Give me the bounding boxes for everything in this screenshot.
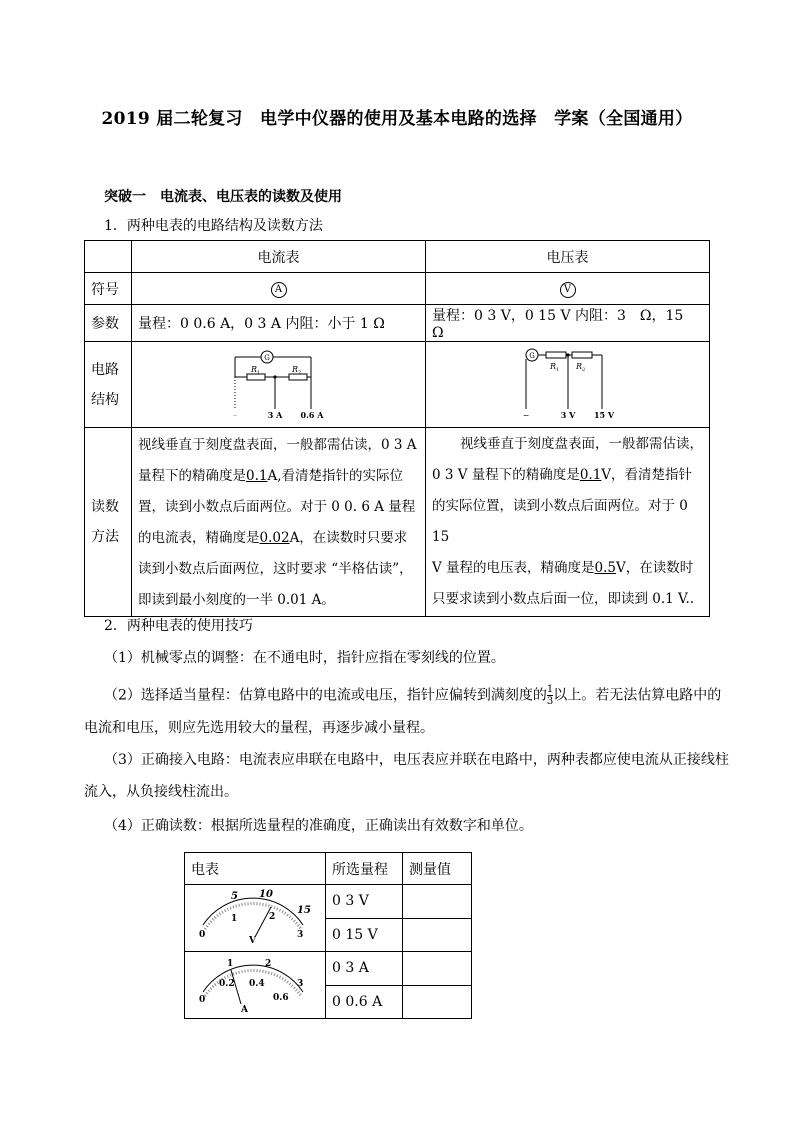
voltmeter-circuit-r1: R [549, 361, 556, 371]
voltmeter-param: 量程：0 3 V，0 15 V 内阻：3 Ω，15 Ω [426, 305, 710, 342]
meter-reading-table [184, 852, 472, 1019]
range-0-15v: 0 15 V [326, 918, 403, 952]
range-0-3v: 0 3 V [326, 885, 403, 919]
row-label-param: 参数 [85, 305, 132, 342]
tip-2-continued: 电流和电压，则应先选用较大的量程，再逐步减小量程。 [84, 720, 434, 736]
svg-text:2: 2 [581, 366, 585, 373]
item-1-heading: 1．两种电表的电路结构及读数方法 [104, 218, 323, 234]
svg-text:0: 0 [199, 930, 206, 940]
svg-text:3: 3 [297, 979, 304, 989]
svg-text:0.2: 0.2 [219, 979, 235, 989]
tip-3: （3）正确接入电路：电流表应串联在电路中，电压表应并联在电路中，两种表都应使电流从正接线柱 [104, 752, 729, 768]
voltmeter-dial [185, 885, 325, 947]
svg-text:15: 15 [297, 905, 311, 916]
ammeter-circuit-r1: R [250, 364, 257, 374]
voltmeter-circuit-3v: 3 V [560, 409, 575, 420]
ammeter-symbol-cell [132, 273, 426, 305]
fraction-one-third: $\frac{1}{3}$ [546, 684, 554, 707]
ammeter-reading-method: 视线垂直于刻度盘表面，一般都需估读，0 3 A 量程下的精确度是0.1A,看清楚指针的实际位 置，读到小数点后面两位。对于 0 0. 6 A 量程 的电流表，精确度是0.02A，在读数时只要求 读到小数点后面两位，这时要求 “半格估读”， 即读到最小刻度的一半 0.01 A。 [132, 428, 426, 617]
svg-text:2: 2 [269, 912, 276, 922]
ammeter-circuit-r2: R [291, 364, 298, 374]
header-meter: 电表 [185, 853, 326, 885]
svg-text:1: 1 [231, 914, 238, 924]
ammeter-circuit-3a: 3 A [267, 409, 282, 420]
svg-text:0.4: 0.4 [249, 979, 265, 989]
voltmeter-circuit-r2: R [575, 361, 582, 371]
voltmeter-reading-method: 视线垂直于刻度盘表面，一般都需估读， 0 3 V 量程下的精确度是0.1V，看清楚指针 的实际位置，读到小数点后面两位。对于 0 15 V 量程的电压表，精确度是0.5V，在读数时 只要求读到小数点后面一位，即读到 0.1 V.. [426, 428, 710, 617]
svg-text:V: V [249, 936, 256, 946]
header-range: 所选量程 [326, 853, 403, 885]
item-2-heading: 2．两种电表的使用技巧 [104, 618, 253, 634]
page-title: 2019 届二轮复习 电学中仪器的使用及基本电路的选择 学案（全国通用） [101, 109, 693, 129]
svg-text:1: 1 [555, 366, 559, 373]
voltmeter-dial-cell [185, 885, 326, 952]
ammeter-param: 量程：0 0.6 A，0 3 A 内阻：小于 1 Ω [132, 305, 426, 342]
value-0-3v [403, 885, 472, 919]
row-label-reading: 读数 方法 [85, 428, 132, 617]
voltmeter-symbol-icon: V [560, 282, 576, 298]
tip-1: （1）机械零点的调整：在不通电时，指针应指在零刻线的位置。 [104, 650, 505, 666]
header-voltmeter: 电压表 [426, 241, 710, 273]
ammeter-circuit-g: G [263, 353, 270, 362]
ammeter-circuit-06a: 0.6 A [300, 409, 323, 420]
range-0-3a: 0 3 A [326, 952, 403, 986]
svg-text:2: 2 [297, 369, 301, 376]
ammeter-circuit-minus: — [232, 411, 237, 417]
svg-text:3: 3 [297, 930, 304, 940]
voltmeter-circuit-15v: 15 V [593, 409, 614, 420]
ammeter-dial [185, 952, 325, 1014]
svg-text:0.6: 0.6 [273, 993, 289, 1003]
header-value: 测量值 [403, 853, 472, 885]
meter-comparison-table [84, 240, 710, 617]
svg-text:5: 5 [231, 891, 238, 902]
voltmeter-circuit-g: G [528, 351, 535, 360]
tip-2: （2）选择适当量程：估算电路中的电流或电压，指针应偏转到满刻度的 $\frac{1}{3}$ 以上。若无法估算电路中的 [104, 684, 722, 707]
table-corner [85, 241, 132, 273]
voltmeter-symbol-cell [426, 273, 710, 305]
row-label-symbol: 符号 [85, 273, 132, 305]
tip-3-continued: 流入，从负接线柱流出。 [84, 784, 238, 800]
value-0-15v [403, 918, 472, 952]
svg-text:2: 2 [265, 959, 272, 969]
svg-text:10: 10 [259, 889, 273, 900]
voltmeter-circuit-diagram [518, 345, 618, 421]
value-0-3a [403, 952, 472, 986]
row-label-circuit: 电路 结构 [85, 342, 132, 428]
voltmeter-circuit-cell [426, 342, 710, 428]
tip-4: （4）正确读数：根据所选量程的准确度，正确读出有效数字和单位。 [104, 818, 533, 834]
svg-text:1: 1 [227, 959, 234, 969]
value-0-06a [403, 985, 472, 1019]
header-ammeter: 电流表 [132, 241, 426, 273]
range-0-06a: 0 0.6 A [326, 985, 403, 1019]
ammeter-dial-cell [185, 952, 326, 1019]
voltmeter-circuit-minus: − [522, 410, 529, 420]
svg-text:A: A [241, 1005, 248, 1014]
svg-text:1: 1 [256, 369, 260, 376]
ammeter-circuit-cell [132, 342, 426, 428]
ammeter-symbol-icon: A [271, 282, 287, 298]
svg-text:0: 0 [199, 995, 206, 1005]
ammeter-circuit-diagram [229, 345, 329, 421]
section-heading: 突破一 电流表、电压表的读数及使用 [104, 189, 342, 205]
